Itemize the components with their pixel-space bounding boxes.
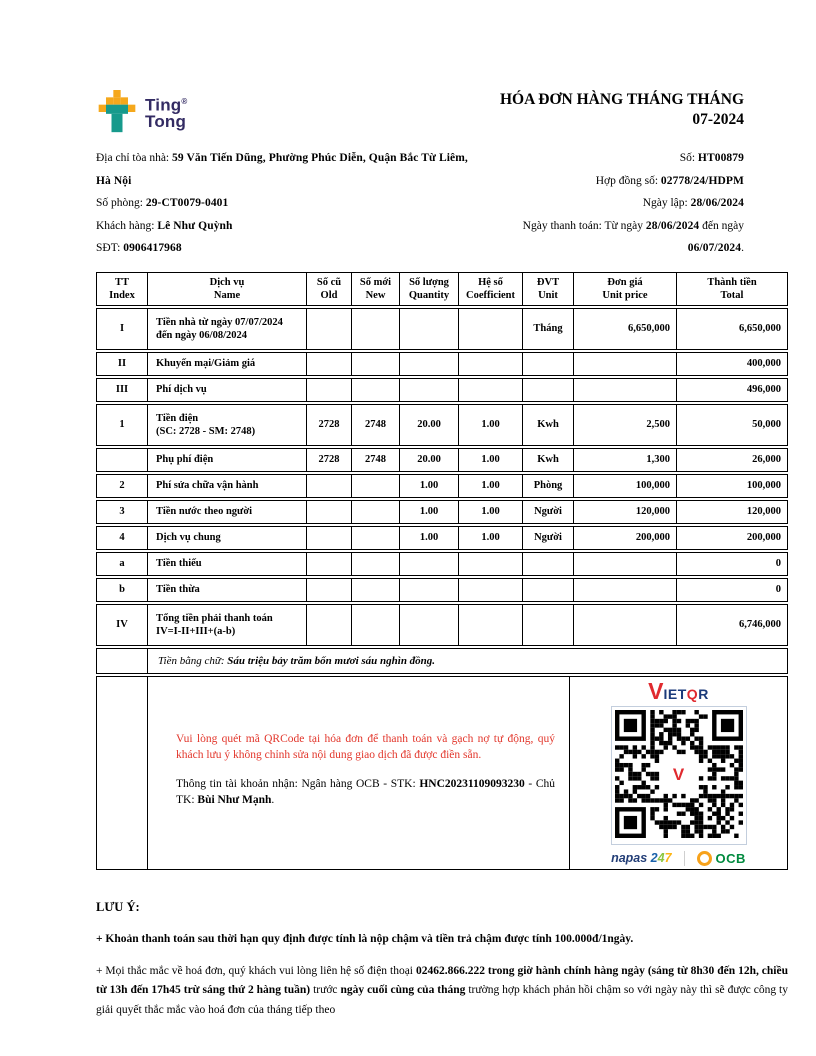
ocb-circle-icon: [697, 851, 712, 866]
amount-words-value: Sáu triệu bảy trăm bốn mươi sáu nghìn đồng.: [227, 654, 436, 667]
table-row: [96, 500, 788, 524]
table-row: [96, 378, 788, 402]
table-row: [96, 308, 788, 350]
cell-coefficient: [458, 379, 522, 401]
logo-word-ting: Ting: [145, 95, 182, 115]
cell-total: 200,000: [676, 527, 787, 549]
cell-new: [351, 605, 399, 645]
table-row: [96, 552, 788, 576]
cell-unit: Người: [522, 527, 573, 549]
cell-unit: Kwh: [522, 449, 573, 471]
phone-line: SĐT: 0906417968: [96, 242, 182, 254]
cell-new: [351, 527, 399, 549]
cell-quantity: [399, 553, 458, 575]
tingtong-logo-icon: [96, 90, 138, 134]
cell-old: [306, 475, 351, 497]
cell-unit: [522, 579, 573, 601]
cell-old: [306, 501, 351, 523]
cell-name: Tiền nhà từ ngày 07/07/2024 đến ngày 06/08/2024: [147, 309, 306, 349]
cell-total: 496,000: [676, 379, 787, 401]
cell-index: III: [115, 384, 129, 395]
account-number-value: HNC20231109093230: [419, 777, 525, 790]
cell-total: 120,000: [676, 501, 787, 523]
cell-name: Phí sửa chữa vận hành: [147, 475, 306, 497]
customer-name-line: Khách hàng: Lê Như Quỳnh: [96, 219, 233, 232]
payment-qr-row: [96, 676, 788, 870]
cell-name: Phụ phí điện: [147, 449, 306, 471]
cell-total: 6,746,000: [676, 605, 787, 645]
issue-date-line: Ngày lập: 28/06/2024: [642, 197, 744, 209]
cell-name: Tiền thiếu: [147, 553, 306, 575]
cell-quantity: [399, 579, 458, 601]
cell-new: [351, 353, 399, 375]
cell-old: [306, 527, 351, 549]
invoice-table: [96, 272, 788, 870]
cell-coefficient: 1.00: [458, 527, 522, 549]
cell-quantity: [399, 379, 458, 401]
cell-coefficient: 1.00: [458, 449, 522, 471]
napas-247-logo: napas 247: [611, 851, 672, 865]
customer-name-value: Lê Như Quỳnh: [157, 219, 233, 232]
cell-name: Tiền thừa: [147, 579, 306, 601]
footer-notes: [96, 900, 788, 1021]
cell-name: Tiền nước theo người: [147, 501, 306, 523]
cell-old: [306, 553, 351, 575]
payment-period-line: Ngày thanh toán: Từ ngày 28/06/2024 đến ngày 06/07/2024.: [522, 219, 744, 254]
cell-unit-price: [573, 605, 676, 645]
account-holder-value: Bùi Như Mạnh: [197, 793, 272, 806]
payment-network-logos: [611, 851, 746, 866]
cell-old: 2728: [306, 405, 351, 445]
cell-old: [306, 309, 351, 349]
header-quantity: Số lượng Quantity: [399, 273, 458, 305]
vietqr-center-icon: V: [667, 763, 691, 787]
cell-quantity: [399, 353, 458, 375]
table-row: [96, 526, 788, 550]
cell-new: 2748: [351, 405, 399, 445]
cell-unit-price: 1,300: [573, 449, 676, 471]
cell-new: [351, 501, 399, 523]
cell-old: [306, 353, 351, 375]
header-coefficient: Hệ số Coefficient: [458, 273, 522, 305]
invoice-table-rows: [96, 272, 788, 646]
logo-registered-mark: ®: [181, 97, 188, 107]
contract-number-value: 02778/24/HDPM: [660, 174, 744, 187]
cell-name: Khuyến mại/Giảm giá: [147, 353, 306, 375]
cell-total: 100,000: [676, 475, 787, 497]
cell-total: 6,650,000: [676, 309, 787, 349]
vietqr-logo: V IET Q R: [648, 677, 709, 704]
cell-unit: Người: [522, 501, 573, 523]
cell-coefficient: 1.00: [458, 501, 522, 523]
invoice-info: [96, 147, 788, 260]
table-row: [96, 578, 788, 602]
qr-code: [611, 706, 747, 845]
cell-name: Tiền điện (SC: 2728 - SM: 2748): [147, 405, 306, 445]
vietqr-block: [569, 677, 787, 870]
cell-quantity: 1.00: [399, 527, 458, 549]
cell-new: [351, 579, 399, 601]
cell-new: [351, 309, 399, 349]
invoice-meta: [474, 147, 744, 260]
cell-coefficient: [458, 309, 522, 349]
logo-divider: [684, 851, 685, 866]
cell-index: 2: [119, 480, 125, 491]
cell-unit-price: [573, 379, 676, 401]
header-unit-price: Đơn giá Unit price: [573, 273, 676, 305]
cell-index: [97, 649, 147, 673]
cell-total: 400,000: [676, 353, 787, 375]
cell-quantity: 20.00: [399, 405, 458, 445]
cell-quantity: [399, 605, 458, 645]
cell-coefficient: [458, 579, 522, 601]
cell-name: Dịch vụ chung: [147, 527, 306, 549]
invoice-number-line: Số: HT00879: [679, 152, 744, 164]
cell-unit-price: [573, 553, 676, 575]
cell-unit: [522, 605, 573, 645]
tingtong-logo-text: [145, 94, 187, 130]
cell-unit: Phòng: [522, 475, 573, 497]
cell-index: 3: [119, 506, 125, 517]
cell-unit-price: 120,000: [573, 501, 676, 523]
table-row: [96, 604, 788, 646]
cell-total: 26,000: [676, 449, 787, 471]
vietqr-v: V: [648, 677, 664, 704]
cell-coefficient: 1.00: [458, 475, 522, 497]
amount-in-words-row: [96, 648, 788, 674]
cell-index: [97, 677, 147, 870]
cell-quantity: 1.00: [399, 475, 458, 497]
cell-index: a: [119, 558, 125, 569]
phone-value: 0906417968: [123, 242, 182, 254]
cell-new: [351, 379, 399, 401]
header-name: Dịch vụ Name: [147, 273, 306, 305]
cell-index: [97, 449, 147, 471]
cell-old: [306, 379, 351, 401]
cell-total: 0: [676, 579, 787, 601]
header: [96, 90, 788, 134]
header-old: Số cũ Old: [306, 273, 351, 305]
contact-note: + Mọi thắc mắc về hoá đơn, quý khách vui lòng liên hệ số điện thoại 02462.866.222 trong giờ hành chính hàng ngày (sáng từ 8h30 đến 12h, chiều từ 13h đến 17h45 trừ sáng thứ 2 hàng tuần) trước ngày cuối cùng của tháng trường hợp khách phản hồi chậm so với ngày này thì sẽ được công ty giải quyết thắc mắc vào hoá đơn của tháng tiếp theo: [96, 964, 788, 1016]
cell-index: IV: [116, 619, 128, 630]
cell-old: [306, 605, 351, 645]
table-row: [96, 474, 788, 498]
ocb-logo: [697, 851, 746, 866]
ocb-logo-text: OCB: [715, 850, 746, 866]
table-row: [96, 352, 788, 376]
header-unit: ĐVT Unit: [522, 273, 573, 305]
invoice-number-value: HT00879: [697, 152, 744, 164]
cell-coefficient: [458, 605, 522, 645]
cell-unit: [522, 379, 573, 401]
qr-payment-warning: Vui lòng quét mã QRCode tại hóa đơn để thanh toán và gạch nợ tự động, quý khách lưu ý không chỉnh sửa nội dung giao dịch đã được điền sẵn.: [176, 732, 555, 761]
cell-quantity: 1.00: [399, 501, 458, 523]
cell-unit-price: 200,000: [573, 527, 676, 549]
header-new: Số mới New: [351, 273, 399, 305]
cell-unit: [522, 553, 573, 575]
cell-unit: [522, 353, 573, 375]
tingtong-logo: [96, 90, 187, 134]
cell-index: I: [119, 323, 125, 334]
cell-unit-price: 6,650,000: [573, 309, 676, 349]
amount-in-words: [147, 649, 787, 673]
cell-index: 1: [119, 419, 125, 430]
table-header-row: [96, 272, 788, 306]
invoice-title: HÓA ĐƠN HÀNG THÁNG THÁNG 07-2024: [499, 91, 744, 128]
table-row: [96, 448, 788, 472]
cell-unit-price: [573, 353, 676, 375]
cell-name: Phí dịch vụ: [147, 379, 306, 401]
cell-coefficient: 1.00: [458, 405, 522, 445]
building-address-line: Địa chỉ tòa nhà: 59 Văn Tiến Dũng, Phường Phúc Diễn, Quận Bắc Từ Liêm, Hà Nội: [96, 152, 468, 187]
header-total: Thành tiền Total: [676, 273, 787, 305]
notes-title: LƯU Ý:: [96, 899, 140, 914]
cell-index: II: [117, 358, 127, 369]
cell-unit-price: [573, 579, 676, 601]
room-number-line: Số phòng: 29-CT0079-0401: [96, 197, 229, 209]
cell-index: b: [119, 584, 125, 595]
cell-total: 50,000: [676, 405, 787, 445]
issue-date-value: 28/06/2024: [690, 197, 744, 209]
cell-quantity: 20.00: [399, 449, 458, 471]
receiving-account-info: Thông tin tài khoản nhận: Ngân hàng OCB - STK: HNC20231109093230 - Chủ TK: Bùi Như Mạnh.: [176, 777, 555, 806]
cell-new: [351, 475, 399, 497]
cell-quantity: [399, 309, 458, 349]
cell-coefficient: [458, 353, 522, 375]
cell-old: [306, 579, 351, 601]
cell-unit: Tháng: [522, 309, 573, 349]
customer-info: [96, 147, 474, 260]
cell-name: Tổng tiền phải thanh toán IV=I-II+III+(a-b): [147, 605, 306, 645]
cell-unit-price: 2,500: [573, 405, 676, 445]
cell-coefficient: [458, 553, 522, 575]
cell-total: 0: [676, 553, 787, 575]
cell-unit-price: 100,000: [573, 475, 676, 497]
contract-number-line: Hợp đồng số: 02778/24/HDPM: [595, 174, 744, 187]
payment-instructions: [147, 677, 569, 870]
cell-new: 2748: [351, 449, 399, 471]
cell-old: 2728: [306, 449, 351, 471]
room-number-value: 29-CT0079-0401: [145, 197, 229, 209]
header-index: TT Index: [109, 276, 135, 301]
logo-word-tong: Tong: [145, 111, 187, 131]
late-payment-note: + Khoản thanh toán sau thời hạn quy định được tính là nộp chậm và tiền trả chậm được tính 100.000đ/1ngày.: [96, 932, 634, 945]
cell-new: [351, 553, 399, 575]
cell-unit: Kwh: [522, 405, 573, 445]
table-row: [96, 404, 788, 446]
building-address-value: 59 Văn Tiến Dũng, Phường Phúc Diễn, Quận Bắc Từ Liêm, Hà Nội: [96, 152, 468, 187]
amount-words-label: Tiền bằng chữ:: [158, 654, 228, 667]
cell-index: 4: [119, 532, 125, 543]
